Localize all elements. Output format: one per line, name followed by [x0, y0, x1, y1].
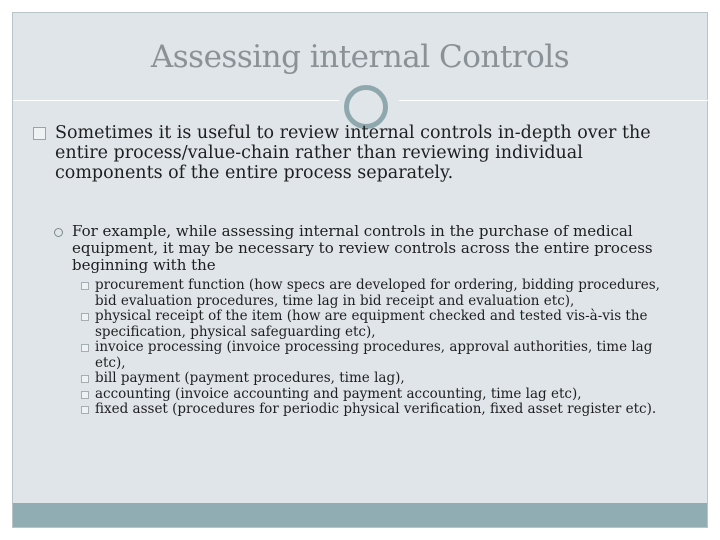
square-bullet-icon	[81, 282, 89, 290]
main-point-text: Sometimes it is useful to review internal controls in-depth over the entire process/value-chain rather than reviewing individual components of the entire process separately.	[55, 123, 651, 183]
list-item	[81, 371, 681, 387]
process-list	[81, 278, 681, 418]
footer-bar	[13, 503, 707, 527]
list-item-text: bill payment (payment procedures, time lag),	[95, 370, 405, 386]
list-item-text: procurement function (how specs are developed for ordering, bidding procedures, bid evaluation procedures, time lag in bid receipt and evaluation etc),	[95, 277, 660, 309]
square-bullet-icon	[33, 127, 46, 140]
circle-bullet-icon	[54, 228, 63, 237]
square-bullet-icon	[81, 375, 89, 383]
list-item	[81, 387, 681, 403]
list-item	[81, 309, 681, 340]
square-bullet-icon	[81, 313, 89, 321]
list-item-text: fixed asset (procedures for periodic physical verification, fixed asset register etc).	[95, 401, 657, 417]
title-divider-left	[13, 100, 339, 101]
slide-frame	[12, 12, 708, 528]
list-item	[81, 340, 681, 371]
square-bullet-icon	[81, 406, 89, 414]
square-bullet-icon	[81, 391, 89, 399]
list-item	[81, 278, 681, 309]
list-item-text: physical receipt of the item (how are equipment checked and tested vis-à-vis the specification, physical safeguarding etc),	[95, 308, 648, 340]
list-item-text: invoice processing (invoice processing procedures, approval authorities, time lag etc),	[95, 339, 653, 371]
square-bullet-icon	[81, 344, 89, 352]
slide-title: Assessing internal Controls	[150, 39, 570, 75]
sub-point-text: For example, while assessing internal controls in the purchase of medical equipment, it may be necessary to review controls across the entire process beginning with the	[72, 222, 653, 274]
list-item	[81, 402, 681, 418]
title-divider-right	[399, 100, 709, 101]
list-item-text: accounting (invoice accounting and payment accounting, time lag etc),	[95, 385, 582, 402]
